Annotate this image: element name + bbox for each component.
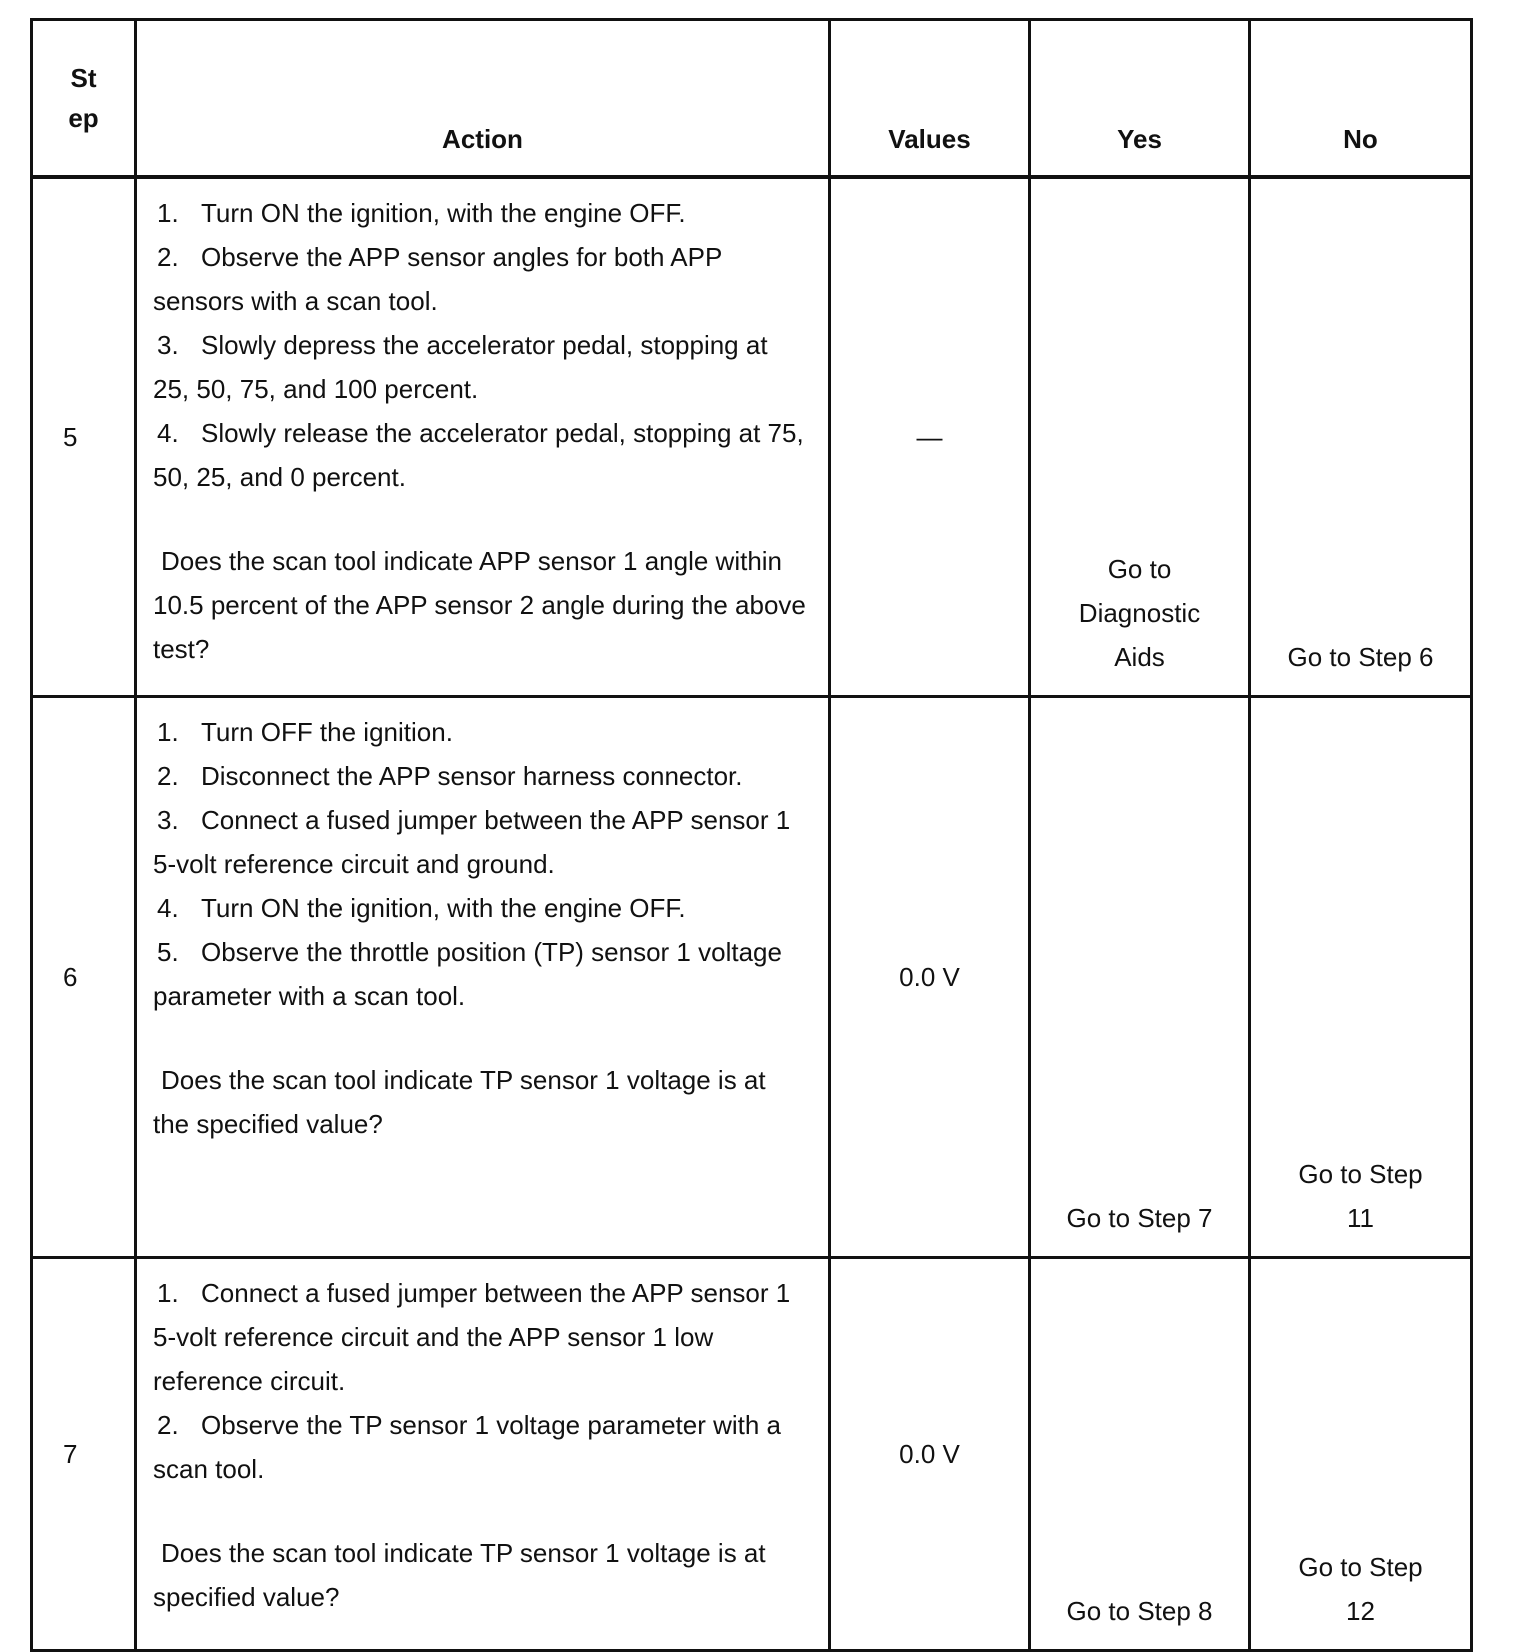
no-text: 11 bbox=[1347, 1203, 1374, 1233]
no-cell bbox=[1250, 177, 1472, 697]
value-cell: 0.0 V bbox=[830, 697, 1030, 1258]
step-number: 5 bbox=[32, 177, 136, 697]
question-text: Does the scan tool indicate TP sensor 1 voltage is at the specified value? bbox=[153, 1065, 766, 1139]
table-row bbox=[32, 177, 1472, 697]
action-item bbox=[153, 1403, 808, 1491]
action-number: 4. bbox=[157, 893, 179, 923]
action-item bbox=[153, 798, 808, 886]
yes-text: Diagnostic bbox=[1078, 598, 1201, 628]
header-yes: Yes bbox=[1030, 20, 1250, 178]
yes-text: Go to Step 8 bbox=[1066, 1596, 1213, 1626]
header-step-line1: St bbox=[70, 63, 97, 93]
step-number: 6 bbox=[32, 697, 136, 1258]
step-number: 7 bbox=[32, 1258, 136, 1651]
action-question bbox=[153, 1531, 808, 1619]
no-text: Go to Step bbox=[1298, 1552, 1423, 1582]
action-item bbox=[153, 1271, 808, 1403]
action-number: 1. bbox=[157, 717, 179, 747]
action-cell bbox=[136, 177, 830, 697]
action-number: 3. bbox=[157, 330, 179, 360]
action-number: 5. bbox=[157, 937, 179, 967]
no-cell bbox=[1250, 697, 1472, 1258]
yes-text: Aids bbox=[1114, 642, 1165, 672]
action-text: Turn ON the ignition, with the engine OFF. bbox=[201, 198, 686, 228]
question-text: Does the scan tool indicate APP sensor 1 angle within 10.5 percent of the APP sensor 2 angle during the above test? bbox=[153, 546, 806, 664]
action-text: Observe the APP sensor angles for both APP sensors with a scan tool. bbox=[153, 242, 722, 316]
action-question bbox=[153, 1058, 808, 1146]
action-list bbox=[153, 1271, 808, 1491]
no-cell bbox=[1250, 1258, 1472, 1651]
action-cell bbox=[136, 1258, 830, 1651]
action-cell bbox=[136, 697, 830, 1258]
action-item bbox=[153, 191, 808, 235]
action-text: Turn OFF the ignition. bbox=[201, 717, 453, 747]
action-number: 4. bbox=[157, 418, 179, 448]
header-row bbox=[32, 20, 1472, 178]
action-list bbox=[153, 710, 808, 1018]
action-item bbox=[153, 411, 808, 499]
action-item bbox=[153, 235, 808, 323]
no-text: Go to Step bbox=[1298, 1159, 1423, 1189]
action-text: Slowly release the accelerator pedal, stopping at 75, 50, 25, and 0 percent. bbox=[153, 418, 804, 492]
table-row bbox=[32, 1258, 1472, 1651]
header-action: Action bbox=[136, 20, 830, 178]
action-number: 1. bbox=[157, 198, 179, 228]
action-text: Slowly depress the accelerator pedal, stopping at 25, 50, 75, and 100 percent. bbox=[153, 330, 768, 404]
action-number: 2. bbox=[157, 242, 179, 272]
action-number: 2. bbox=[157, 1410, 179, 1440]
table-row bbox=[32, 697, 1472, 1258]
action-number: 3. bbox=[157, 805, 179, 835]
yes-cell bbox=[1030, 1258, 1250, 1651]
no-text: Go to Step 6 bbox=[1287, 642, 1434, 672]
no-text: 12 bbox=[1346, 1596, 1375, 1626]
diagnostic-table bbox=[30, 18, 1473, 1652]
action-list bbox=[153, 191, 808, 499]
header-step bbox=[32, 20, 136, 178]
header-values: Values bbox=[830, 20, 1030, 178]
yes-text: Go to bbox=[1107, 554, 1172, 584]
action-text: Connect a fused jumper between the APP sensor 1 5-volt reference circuit and ground. bbox=[153, 805, 791, 879]
action-text: Connect a fused jumper between the APP sensor 1 5-volt reference circuit and the APP sensor 1 low reference circuit. bbox=[153, 1278, 791, 1396]
action-item bbox=[153, 754, 808, 798]
action-number: 1. bbox=[157, 1278, 179, 1308]
action-question bbox=[153, 539, 808, 671]
action-text: Disconnect the APP sensor harness connector. bbox=[201, 761, 743, 791]
action-text: Observe the throttle position (TP) sensor 1 voltage parameter with a scan tool. bbox=[153, 937, 782, 1011]
value-cell: 0.0 V bbox=[830, 1258, 1030, 1651]
action-item bbox=[153, 886, 808, 930]
action-text: Turn ON the ignition, with the engine OFF. bbox=[201, 893, 686, 923]
yes-cell bbox=[1030, 177, 1250, 697]
action-number: 2. bbox=[157, 761, 179, 791]
value-cell: — bbox=[830, 177, 1030, 697]
header-no: No bbox=[1250, 20, 1472, 178]
yes-cell bbox=[1030, 697, 1250, 1258]
yes-text: Go to Step 7 bbox=[1066, 1203, 1213, 1233]
action-item bbox=[153, 930, 808, 1018]
header-step-line2: ep bbox=[68, 103, 99, 133]
action-item bbox=[153, 710, 808, 754]
action-text: Observe the TP sensor 1 voltage parameter with a scan tool. bbox=[153, 1410, 782, 1484]
action-item bbox=[153, 323, 808, 411]
question-text: Does the scan tool indicate TP sensor 1 voltage is at specified value? bbox=[153, 1538, 766, 1612]
